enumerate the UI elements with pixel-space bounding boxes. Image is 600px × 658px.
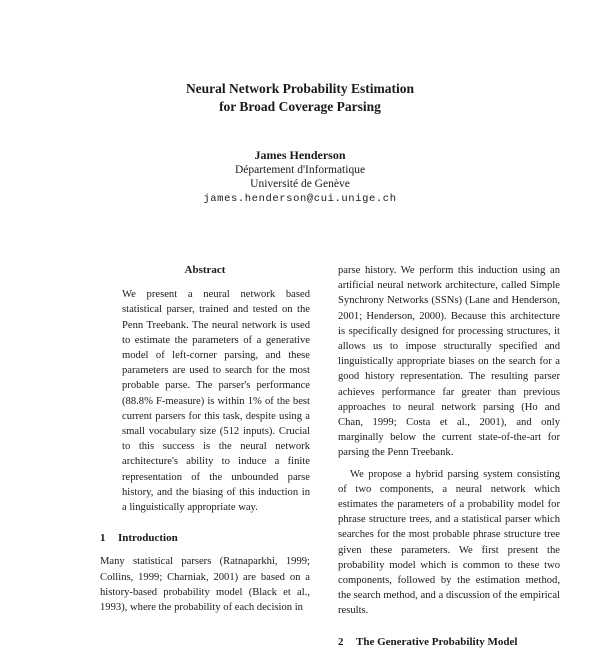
right-paragraph-2: We propose a hybrid parsing system consisting of two components, a neural network which estimates the parameters of a probability model for phrase structure trees, and a statistical parser which searches for the most probable phrase structure tree given these parameters. We first present the probability model which is common to these two components, followed by the estimation method, the search method, and a discussion of the empirical results.	[338, 468, 560, 617]
author-affiliation-dept: Département d'Informatique	[234, 163, 366, 176]
author-name: James Henderson	[254, 148, 346, 162]
abstract-text: We present a neural network based statistical parser, trained and tested on the Penn Treebank. The neural network is used to estimate the parameters of a generative model of left-corner parsing, and these parameters are used to search for the most probable parse. The parser's performance (88.8% F-measure) is within 1% of the best current parsers for this task, despite using a small vocabulary size (512 inputs). Crucial to this success is the neural network architecture's ability to induce a finite representation of the unbounded parse history, and the biasing of this induction in a linguistically appropriate way.	[122, 289, 310, 514]
right-paragraph-1: parse history. We perform this induction using an artificial neural network architecture, called Simple Synchrony Networks (SSNs) (Lane and Henderson, 2001; Henderson, 2000). Because this architecture is specifically designed for processing structures, it allows us to impose structurally specified and linguistically appropriate biases on the search for a good history representation. The resulting parser achieves performance far greater than previous approaches to neural network parsing (Ho and Chan, 1999; Costa et al., 2001), and only marginally below the current state-of-the-art for parsing the Penn Treebank.	[338, 265, 560, 459]
section-1-title: Introduction	[118, 532, 178, 545]
section-1-text: Many statistical parsers (Ratnaparkhi, 1999; Collins, 1999; Charniak, 2001) are based on a history-based probability model (Black et al., 1993), where the probability of each decision in	[100, 556, 310, 614]
section-1-number: 1	[100, 532, 106, 545]
section-2-title: The Generative Probability Model	[356, 635, 518, 648]
title-line-1: Neural Network Probability Estimation	[185, 81, 415, 96]
author-email: james.henderson@cui.unige.ch	[203, 192, 397, 205]
section-2-number: 2	[338, 635, 344, 648]
title-line-2: for Broad Coverage Parsing	[219, 99, 381, 114]
author-affiliation-university: Université de Genève	[250, 178, 350, 190]
paper-title	[0, 80, 600, 116]
author-block	[0, 148, 600, 206]
abstract-heading: Abstract	[184, 264, 226, 276]
left-column	[100, 263, 310, 615]
section-1-heading	[100, 531, 310, 546]
section-2-heading	[338, 635, 560, 650]
right-column	[338, 263, 560, 658]
